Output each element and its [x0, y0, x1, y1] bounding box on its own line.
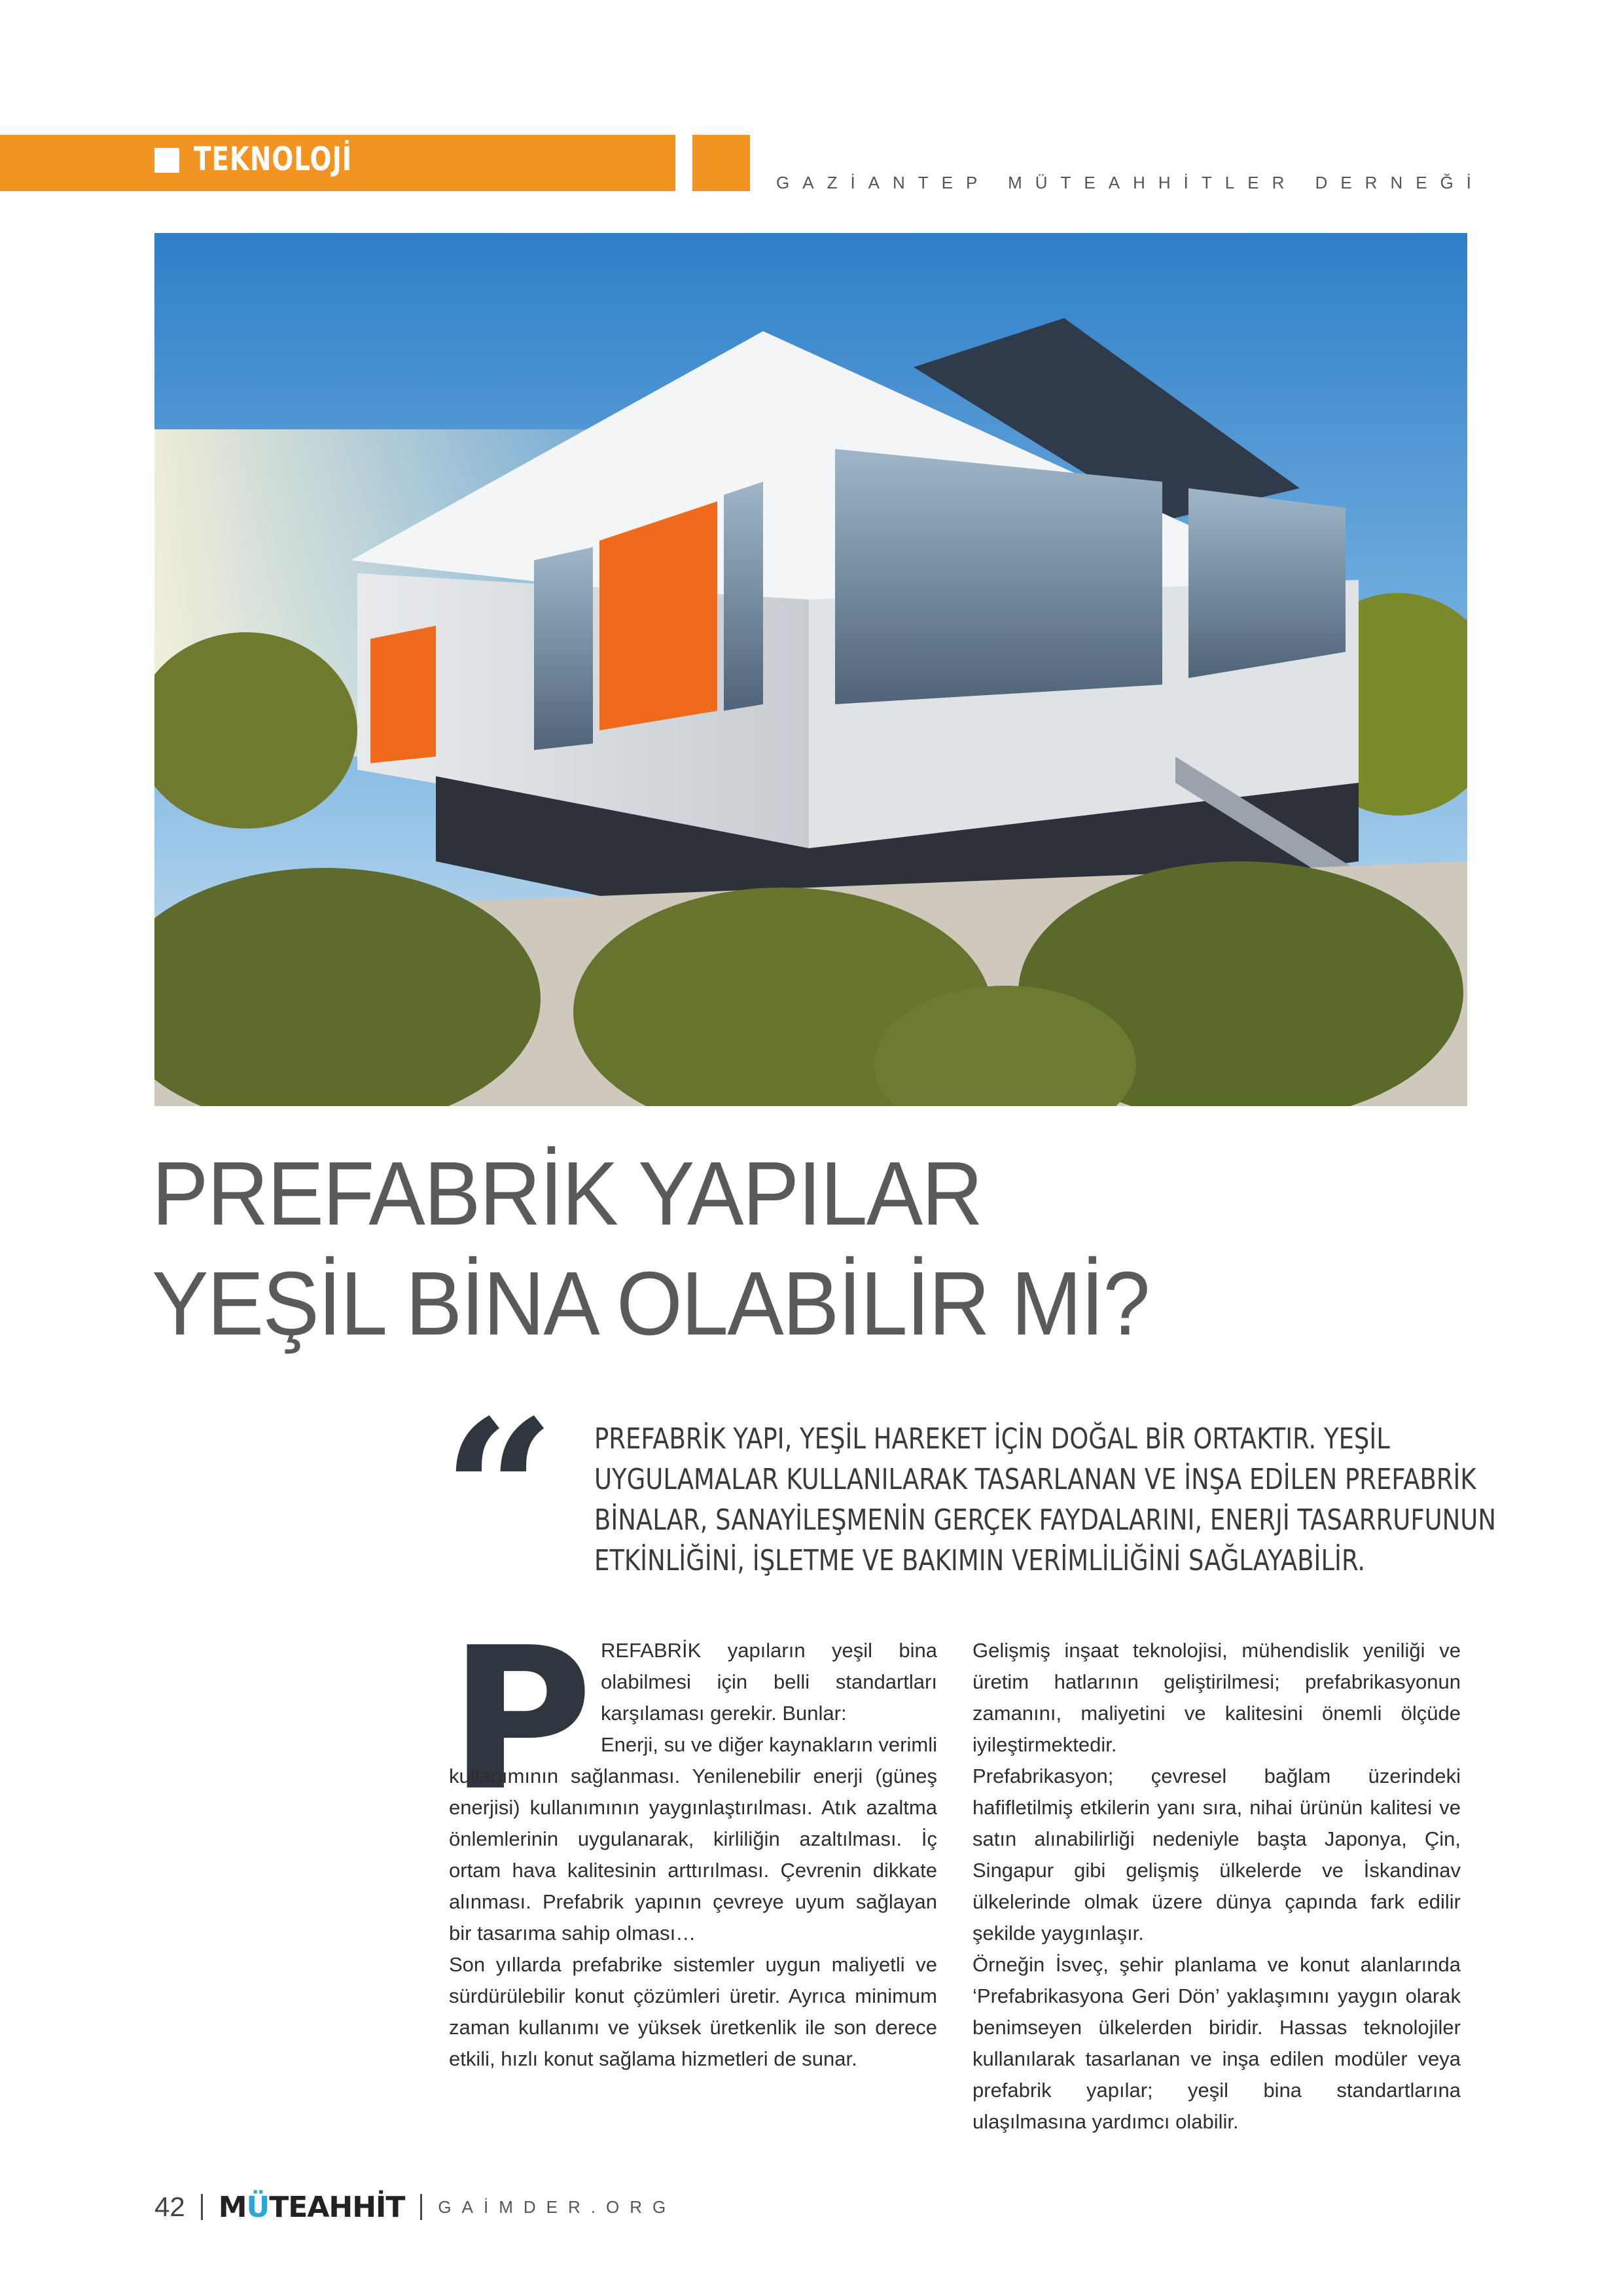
page-number: 42: [154, 2191, 185, 2222]
website-link[interactable]: GAİMDER.ORG: [438, 2197, 677, 2217]
headline-line-1: PREFABRİK YAPILAR: [152, 1143, 982, 1244]
section-title: TEKNOLOJİ: [194, 140, 352, 178]
body-paragraph: Enerji, su ve diğer kaynakların verimli kullanımının sağlanması. Yenilenebilir enerji (güneş enerjisi) kullanımının yaygınlaştırılması. Atık azaltma önlemlerinin uygulanarak, kirliliğin azaltılması. İç ortam hava kalitesinin arttırılması. Çevrenin dikkate alınması. Prefabrik yapının çevreye uyum sağlayan bir tasarıma sahip olması…: [449, 1733, 937, 1945]
headline-line-2: YEŞİL BİNA OLABİLİR Mİ?: [152, 1253, 1149, 1354]
pull-quote-line: UYGULAMALAR KULLANILARAK TASARLANAN VE İNŞA EDİLEN PREFABRİK: [594, 1463, 1476, 1496]
article-headline: [152, 1139, 1461, 1359]
header-accent-block: [692, 135, 750, 191]
prefab-house-photo: [154, 233, 1467, 1106]
body-paragraph: Örneğin İsveç, şehir planlama ve konut alanlarında ‘Prefabrikasyona Geri Dön’ yaklaşımını yaygın olarak benimseyen ülkelerden biridir. Hassas teknolojiler kullanılarak tasarlanan ve inşa edilen modüler veya prefabrik yapılar; yeşil bina standartlarına ulaşılmasına yardımcı olabilir.: [972, 1953, 1461, 2133]
body-paragraph: Gelişmiş inşaat teknolojisi, mühendislik yeniliği ve üretim hatlarının geliştirilmesi; prefabrikasyonun zamanını, maliyetini ve kalitesini önemli ölçüde iyileştirmektedir.: [972, 1639, 1461, 1756]
body-paragraph: Prefabrikasyon; çevresel bağlam üzerindeki hafifletilmiş etkilerin yanı sıra, nihai ürünün kalitesi ve satın alınabilirliği nedeniyle başta Japonya, Çin, Singapur gibi gelişmiş ülkelerde ve İskandinav ülkelerinde olmak üzere dünya çapında fark edilir şekilde yaygınlaşır.: [972, 1765, 1461, 1945]
footer-divider: [201, 2194, 203, 2220]
pull-quote-line: BİNALAR, SANAYİLEŞMENİN GERÇEK FAYDALARINI, ENERJİ TASARRUFUNUN: [594, 1503, 1497, 1537]
body-paragraph: REFABRİK yapıların yeşil bina olabilmesi için belli standartları karşılaması gerekir. Bunlar:: [601, 1639, 937, 1725]
body-column-right: [972, 1635, 1461, 2138]
page-footer: [154, 2187, 676, 2227]
quote-mark-icon: “: [442, 1376, 556, 1607]
pull-quote-line: ETKİNLİĞİNİ, İŞLETME VE BAKIMIN VERİMLİLİĞİNİ SAĞLAYABİLİR.: [594, 1544, 1366, 1577]
section-square-icon: [154, 148, 179, 173]
body-column-left: [449, 1635, 937, 2075]
pull-quote: [594, 1419, 1497, 1581]
footer-divider: [420, 2194, 422, 2220]
magazine-logo: MÜTEAHHİT: [218, 2190, 405, 2224]
body-paragraph: Son yıllarda prefabrike sistemler uygun maliyetli ve sürdürülebilir konut çözümleri üretir. Ayrıca minimum zaman kullanımı ve yüksek üretkenlik ile son derece etkili, hızlı konut sağlama hizmetleri de sunar.: [449, 1953, 937, 2070]
drop-cap: P: [449, 1605, 593, 1834]
association-name: GAZİANTEP MÜTEAHHİTLER DERNEĞİ: [776, 173, 1485, 192]
pull-quote-line: PREFABRİK YAPI, YEŞİL HAREKET İÇİN DOĞAL BİR ORTAKTIR. YEŞİL: [594, 1422, 1390, 1456]
